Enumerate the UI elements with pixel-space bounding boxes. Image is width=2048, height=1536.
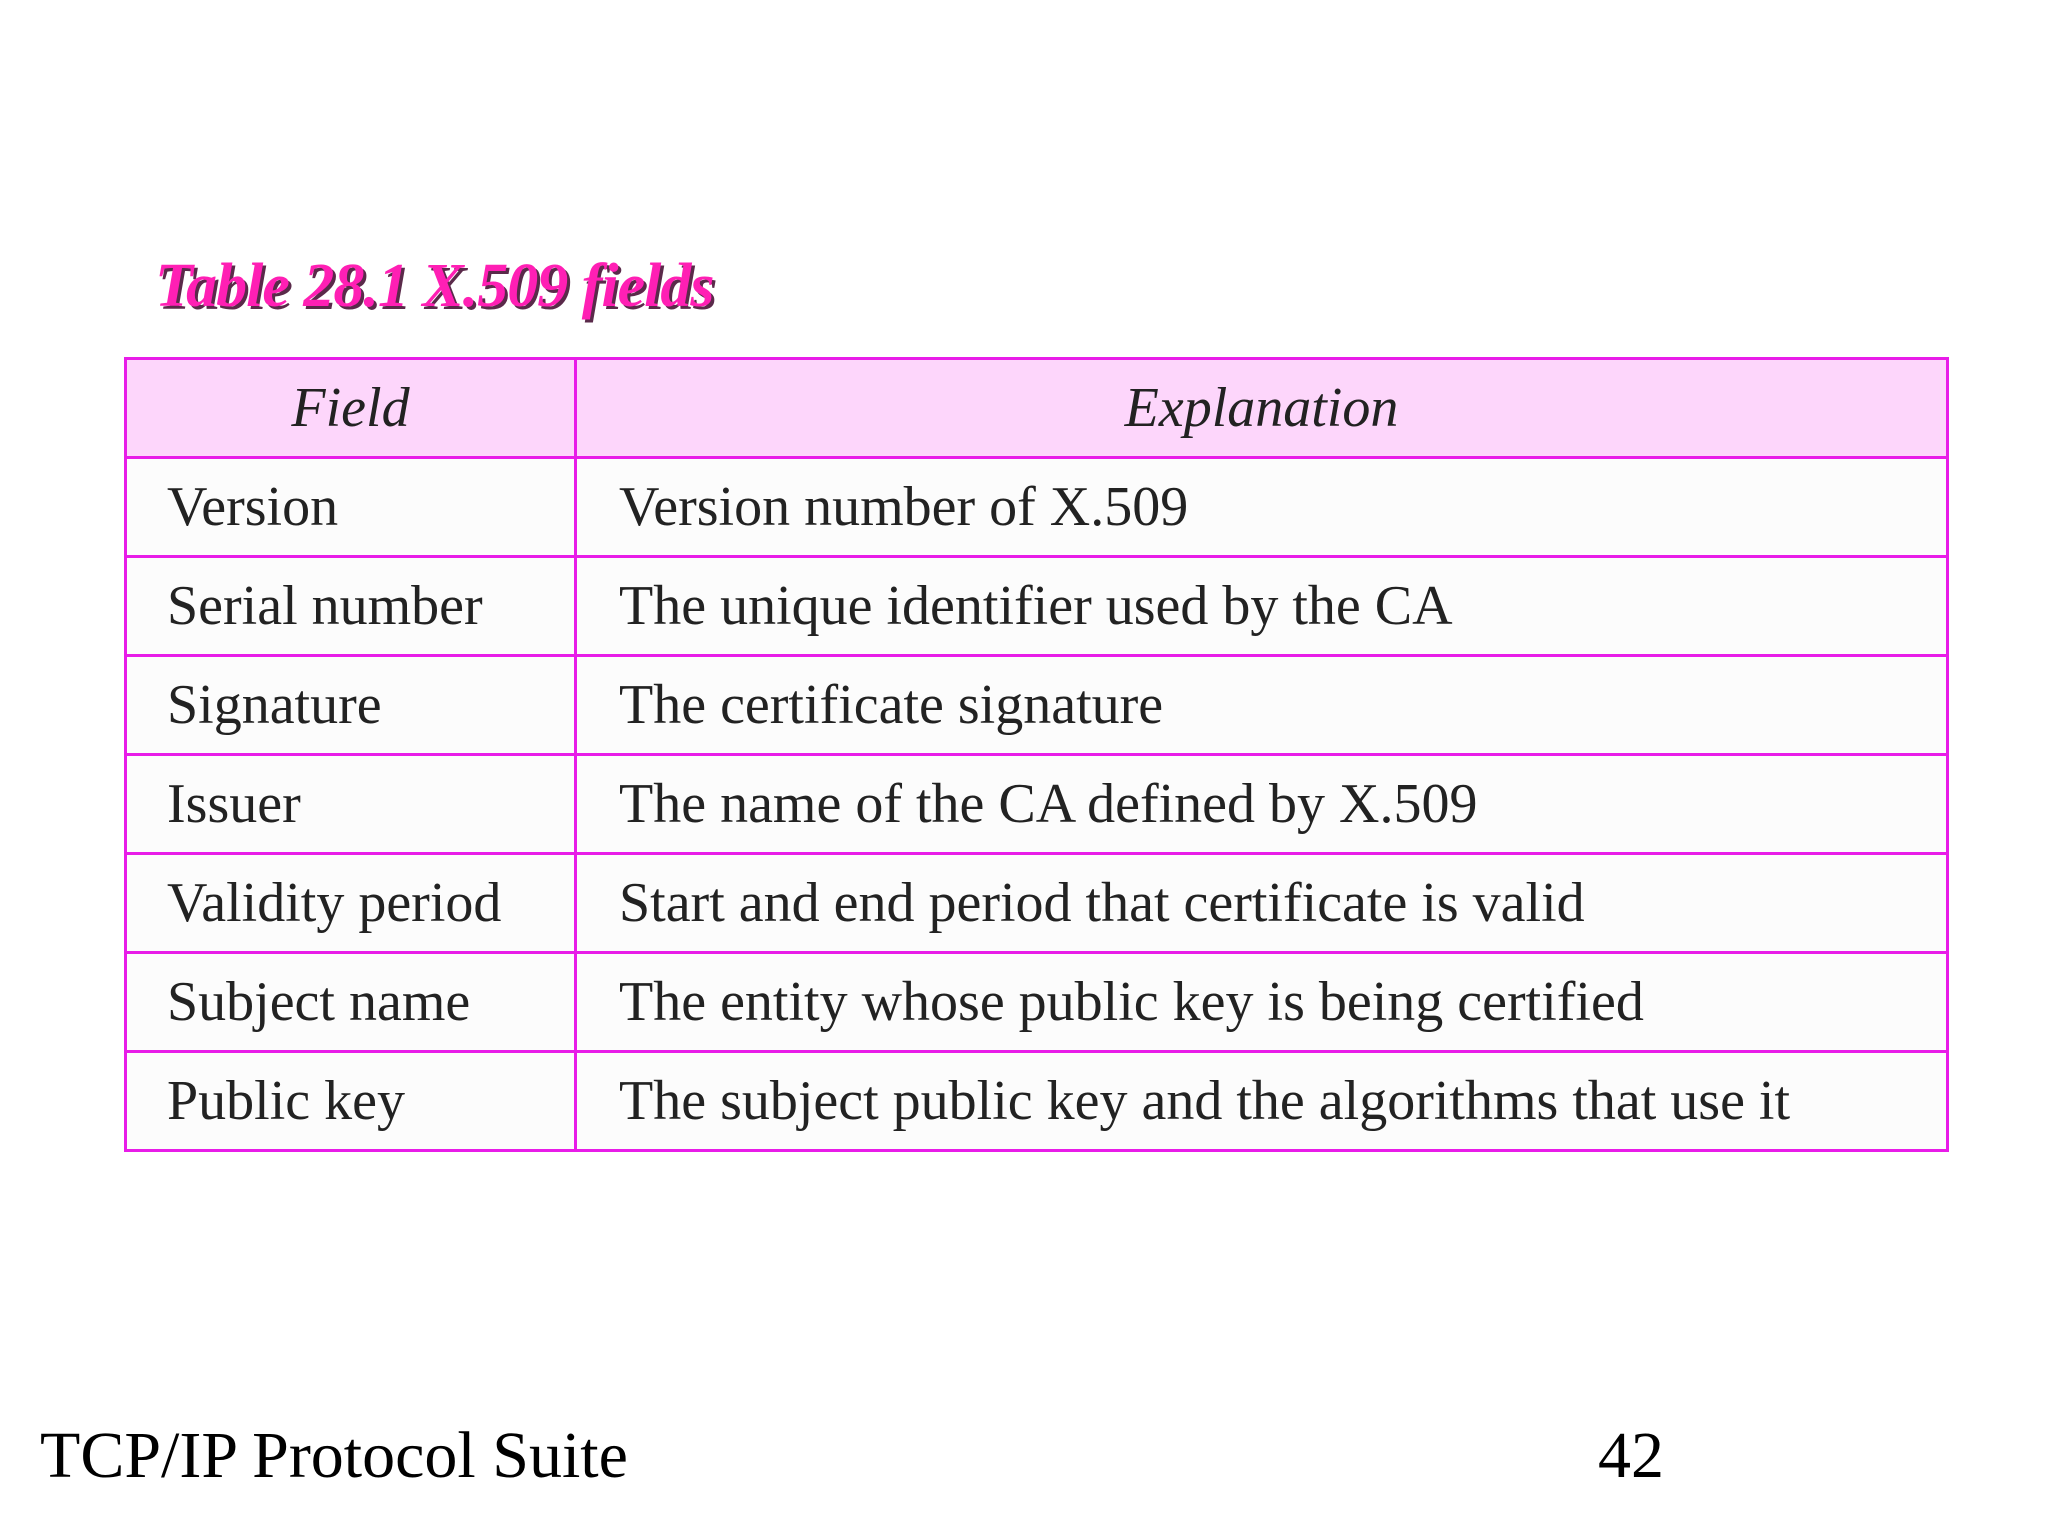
table-row	[126, 854, 1948, 953]
table-row	[126, 557, 1948, 656]
table-header-row	[126, 359, 1948, 458]
field-cell: Public key	[126, 1052, 576, 1151]
table-row	[126, 1052, 1948, 1151]
field-cell: Signature	[126, 656, 576, 755]
table-caption: Table 28.1 X.509 fields	[155, 252, 714, 320]
table-row	[126, 656, 1948, 755]
table-row	[126, 755, 1948, 854]
header-field: Field	[126, 359, 576, 458]
footer-title: TCP/IP Protocol Suite	[40, 1419, 628, 1492]
explanation-cell: The certificate signature	[576, 656, 1948, 755]
table-row	[126, 458, 1948, 557]
explanation-cell: Start and end period that certificate is valid	[576, 854, 1948, 953]
field-cell: Serial number	[126, 557, 576, 656]
x509-fields-table	[124, 357, 1949, 1152]
header-explanation: Explanation	[576, 359, 1948, 458]
explanation-cell: The subject public key and the algorithms that use it	[576, 1052, 1948, 1151]
field-cell: Version	[126, 458, 576, 557]
table-row	[126, 953, 1948, 1052]
explanation-cell: The entity whose public key is being certified	[576, 953, 1948, 1052]
explanation-cell: The unique identifier used by the CA	[576, 557, 1948, 656]
field-cell: Subject name	[126, 953, 576, 1052]
field-cell: Issuer	[126, 755, 576, 854]
field-cell: Validity period	[126, 854, 576, 953]
explanation-cell: The name of the CA defined by X.509	[576, 755, 1948, 854]
explanation-cell: Version number of X.509	[576, 458, 1948, 557]
page-number: 42	[1598, 1419, 1664, 1492]
